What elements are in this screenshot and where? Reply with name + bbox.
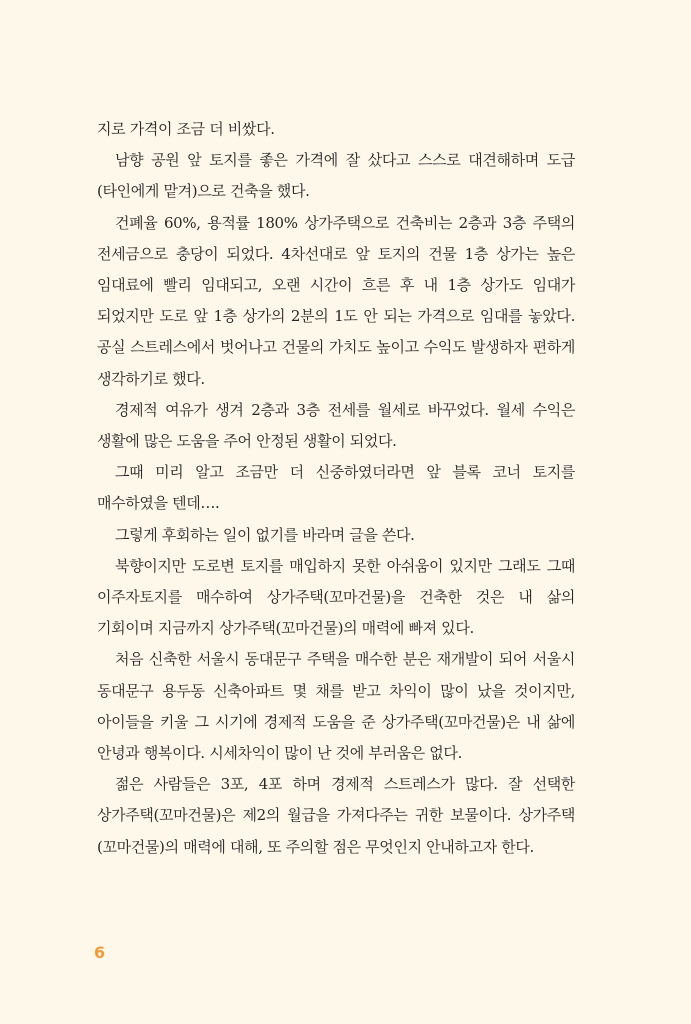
paragraph-6: 그렇게 후회하는 일이 없기를 바라며 글을 쓴다. [115, 525, 415, 544]
paragraph-2: 남향 공원 앞 토지를 좋은 가격에 잘 샀다고 스스로 대견해하며 도급(타인에게 맡겨)으로 건축을 했다. [97, 151, 575, 201]
paragraph-1: 지로 가격이 조금 더 비쌌다. [97, 120, 275, 138]
paragraph-8: 처음 신축한 서울시 동대문구 주택을 매수한 분은 재개발이 되어 서울시 동대문구 용두동 신축아파트 몇 채를 받고 차익이 많이 났을 것이지만, 아이들을 키울 그 시기에 경제적 도움을 준 상가주택(꼬마건물)은 내 삶에 안녕과 행복이다. 시세차익이 많이 난 것에 부러움은 없다. [97, 650, 575, 763]
paragraph-4: 경제적 여유가 생겨 2층과 3층 전세를 월세로 바꾸었다. 월세 수익은 생활에 많은 도움을 주어 안정된 생활이 되었다. [97, 400, 575, 451]
page-number: 6 [94, 943, 106, 962]
paragraph-5: 그때 미리 알고 조금만 더 신중하였더라면 앞 블록 코너 토지를 매수하였을 텐데…. [97, 463, 575, 513]
paragraph-7: 북향이지만 도로변 토지를 매입하지 못한 아쉬움이 있지만 그래도 그때 이주자토지를 매수하여 상가주택(꼬마건물)을 건축한 것은 내 삶의 기회이며 지금까지 상가주택(꼬마건물)의 매력에 빠져 있다. [97, 556, 575, 638]
paragraph-9: 젊은 사람들은 3포, 4포 하며 경제적 스트레스가 많다. 잘 선택한 상가주택(꼬마건물)은 제2의 월급을 가져다주는 귀한 보물이다. 상가주택(꼬마건물)의 매력에 대해, 또 주의할 점은 무엇인지 안내하고자 한다. [97, 775, 575, 856]
body-text [97, 114, 575, 863]
paragraph-3: 건폐율 60%, 용적률 180% 상가주택으로 건축비는 2층과 3층 주택의 전세금으로 충당이 되었다. 4차선대로 앞 토지의 건물 1층 상가는 높은 임대료에 빨리 임대되고, 오랜 시간이 흐른 후 내 1층 상가도 임대가 되었지만 도로 앞 1층 상가의 2분의 1도 안 되는 가격으로 임대를 놓았다. 공실 스트레스에서 벗어나고 건물의 가치도 높이고 수익도 발생하자 편하게 생각하기로 했다. [97, 213, 575, 388]
